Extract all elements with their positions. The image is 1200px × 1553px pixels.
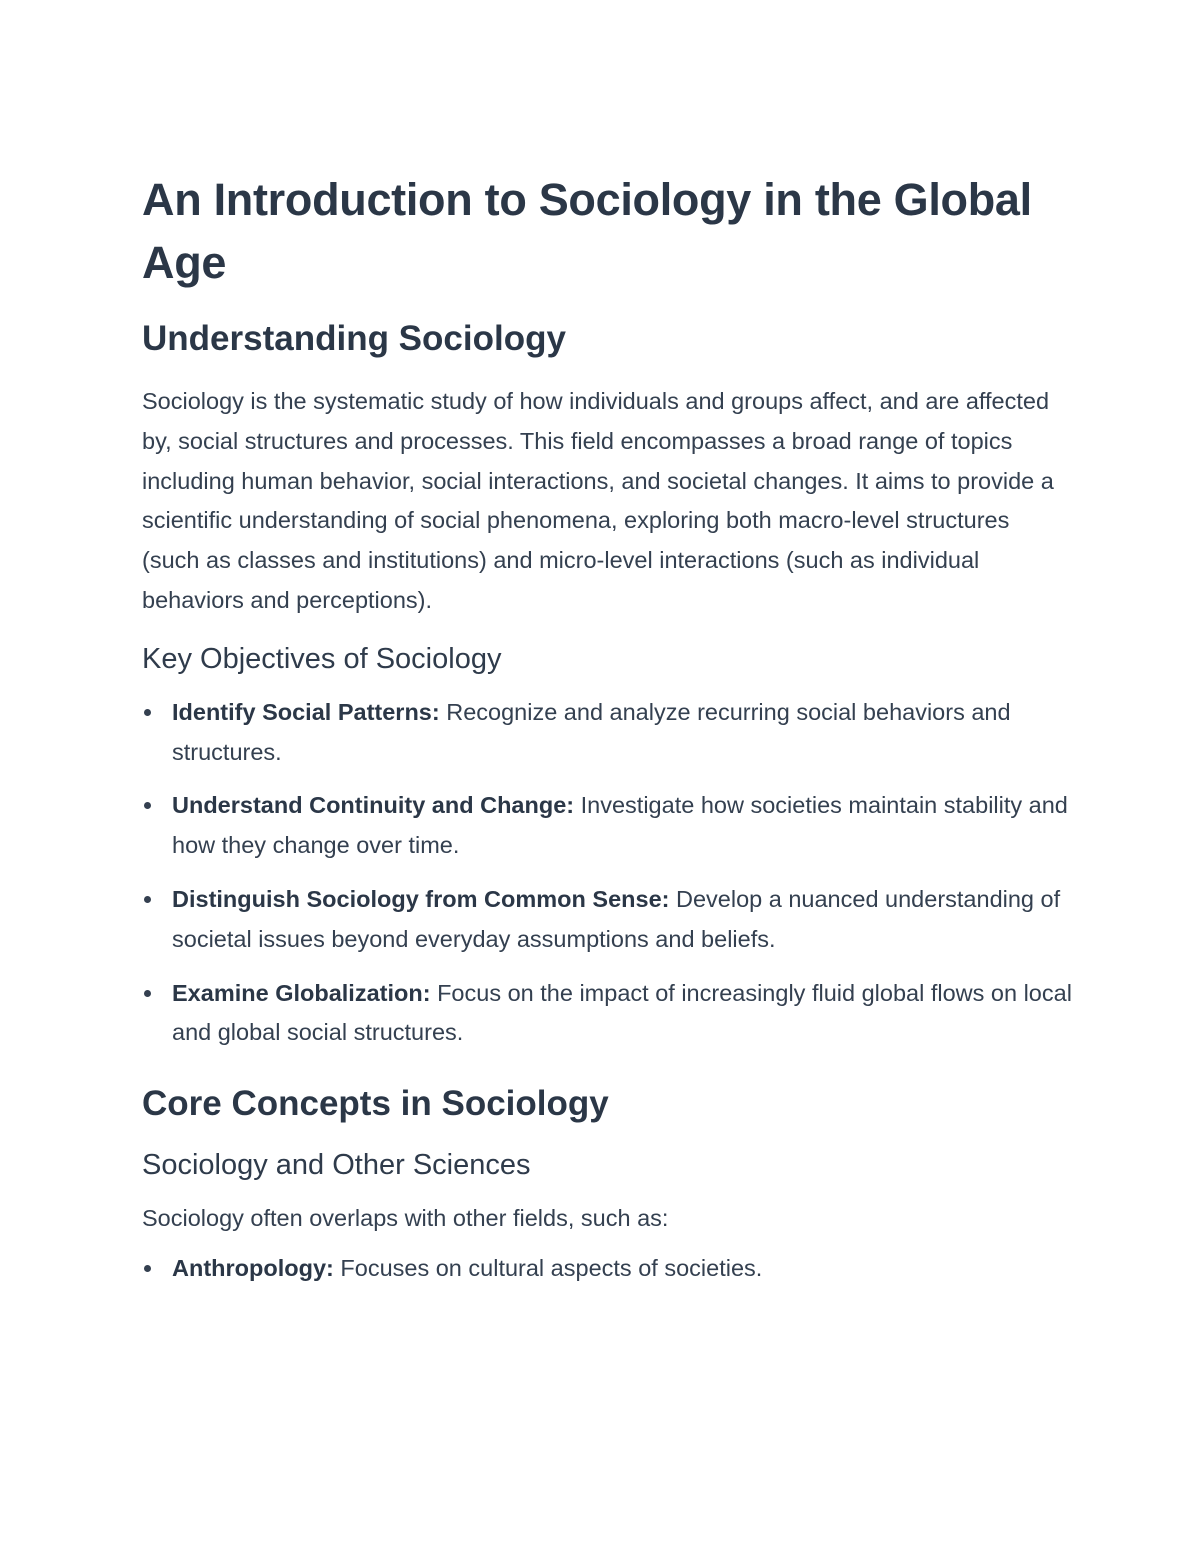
document-title: An Introduction to Sociology in the Global Age (142, 174, 1032, 288)
section-heading-core-concepts: Core Concepts in Sociology (142, 1084, 609, 1124)
list-item (142, 693, 1072, 773)
list-item (142, 880, 1072, 960)
bullet-icon (144, 709, 151, 716)
list-item-term: Identify Social Patterns: (172, 698, 440, 725)
bullet-icon (144, 1265, 151, 1272)
bullet-icon (144, 896, 151, 903)
list-item-text: Develop a nuanced understanding of societal issues beyond everyday assumptions and beliefs. (172, 885, 1061, 952)
fields-list (142, 1249, 1072, 1289)
document-page (142, 168, 1072, 1303)
list-item-text: Focuses on cultural aspects of societies. (333, 1254, 763, 1281)
list-item (142, 974, 1072, 1054)
lead-paragraph: Sociology often overlaps with other fields, such as: (142, 1205, 669, 1232)
section-heading-understanding-sociology: Understanding Sociology (142, 319, 566, 358)
list-item-text: Recognize and analyze recurring social behaviors and structures. (172, 698, 1011, 765)
list-item (142, 1249, 1072, 1289)
list-item-term: Anthropology: (172, 1254, 334, 1281)
list-item-term: Distinguish Sociology from Common Sense: (172, 885, 670, 912)
list-item-term: Examine Globalization: (172, 979, 431, 1006)
intro-paragraph: Sociology is the systematic study of how individuals and groups affect, and are affected by, social structures and processes. This field encompasses a broad range of topics including human behavior, social interactions, and societal changes. It aims to provide a scientific understanding of social phenomena, exploring both macro-level structures (such as classes and institutions) and micro-level interactions (such as individual behaviors and perceptions). (142, 388, 1054, 613)
list-item (142, 786, 1072, 866)
list-item-text: Investigate how societies maintain stability and how they change over time. (172, 792, 1068, 859)
subheading-key-objectives: Key Objectives of Sociology (142, 642, 502, 675)
bullet-icon (144, 802, 151, 809)
list-item-term: Understand Continuity and Change: (172, 792, 575, 819)
objectives-list (142, 693, 1072, 1053)
subheading-other-sciences: Sociology and Other Sciences (142, 1149, 531, 1182)
bullet-icon (144, 990, 151, 997)
list-item-text: Focus on the impact of increasingly fluid global flows on local and global social structures. (172, 979, 1072, 1046)
